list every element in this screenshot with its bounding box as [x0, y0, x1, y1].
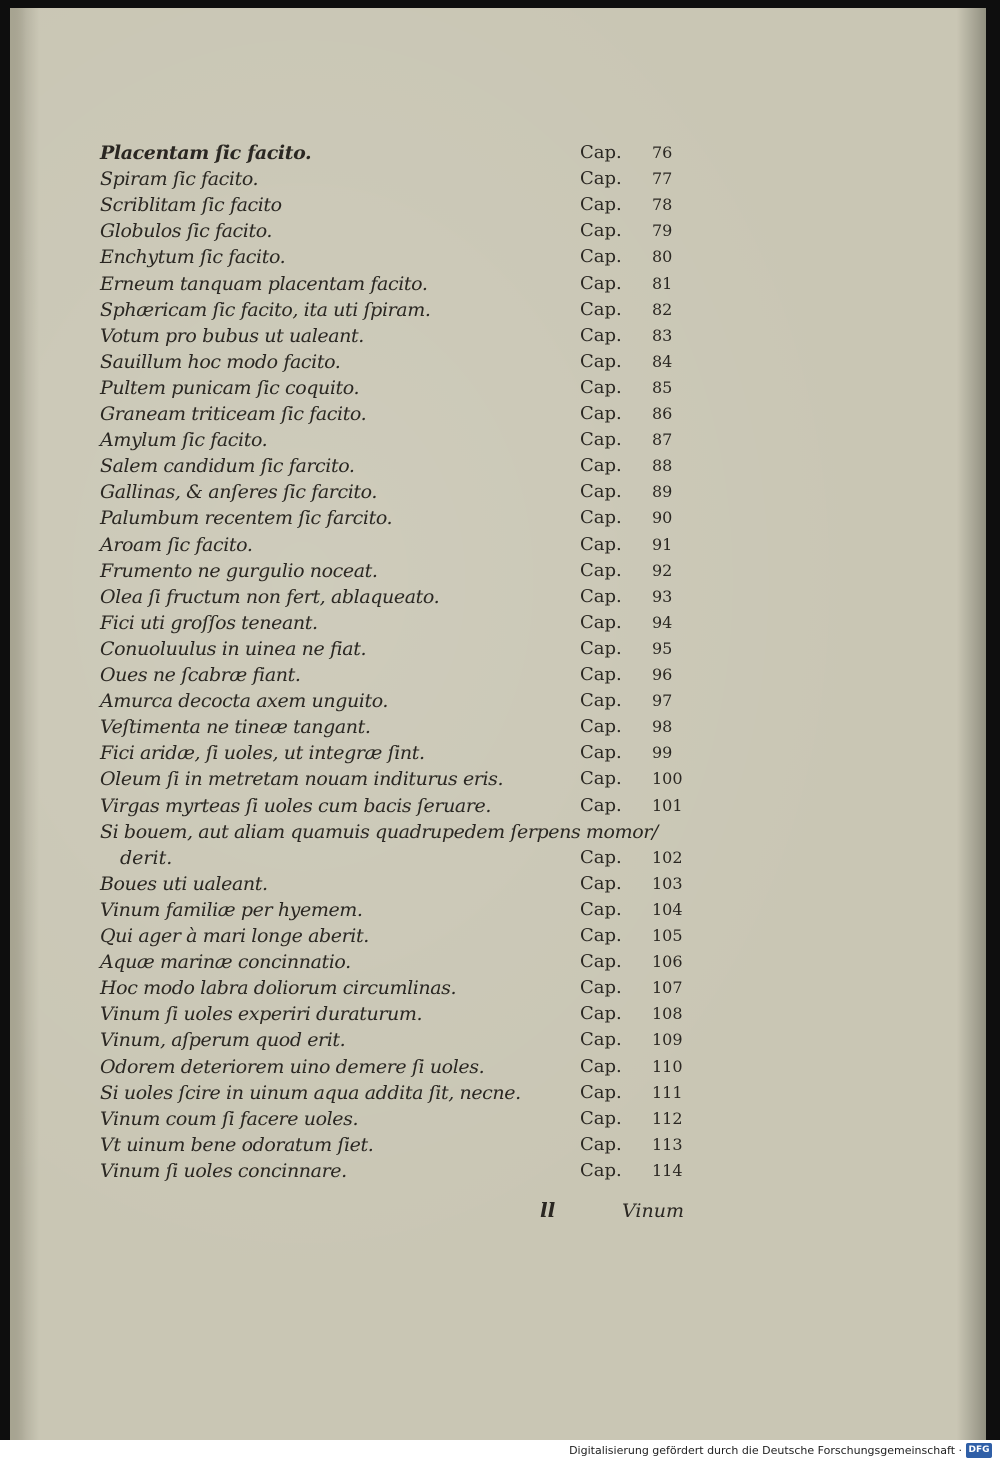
chapter-number: 82 [652, 299, 673, 319]
chapter-number: 113 [652, 1134, 683, 1154]
chapter-entry [10, 1158, 986, 1186]
chapter-entry [10, 1106, 986, 1134]
chapter-entry [10, 662, 986, 690]
chapter-number: 104 [652, 899, 683, 919]
chapter-entry [10, 375, 986, 403]
chapter-title: Pultem punicam ſic coquito. [100, 376, 360, 399]
chapter-entry [10, 793, 986, 821]
chapter-cap-label: Cap. [580, 977, 622, 999]
chapter-cap-label: Cap. [580, 1081, 622, 1103]
chapter-entry [10, 349, 986, 377]
chapter-title: Aroam ſic facito. [100, 533, 253, 556]
chapter-title: Vinum ſi uoles experiri duraturum. [100, 1003, 423, 1026]
chapter-entry [10, 505, 986, 533]
chapter-title: Vinum familiæ per hyemem. [100, 898, 363, 921]
chapter-cap-label: Cap. [580, 272, 622, 294]
chapter-number: 109 [652, 1030, 683, 1050]
chapter-cap-label: Cap. [580, 1055, 622, 1077]
chapter-number: 76 [652, 143, 673, 162]
chapter-title: Hoc modo labra doliorum circumlinas. [100, 977, 457, 1000]
chapter-title: Votum pro bubus ut ualeant. [100, 324, 364, 347]
chapter-entry [10, 975, 986, 1003]
signature-mark: ll [540, 1198, 556, 1222]
chapter-number: 100 [652, 769, 683, 789]
chapter-entry [10, 949, 986, 977]
chapter-number: 84 [652, 351, 673, 371]
chapter-cap-label: Cap. [580, 559, 622, 581]
chapter-title: Veſtimenta ne tineæ tangant. [100, 716, 371, 739]
chapter-entry [10, 610, 986, 638]
chapter-title: Aquæ marinæ concinnatio. [100, 951, 351, 974]
chapter-title: Odorem deteriorem uino demere ſi uoles. [100, 1055, 485, 1078]
chapter-number: 112 [652, 1108, 683, 1128]
chapter-entry [10, 323, 986, 351]
chapter-cap-label: Cap. [580, 585, 622, 607]
chapter-entry [10, 192, 986, 220]
chapter-number: 94 [652, 612, 673, 632]
chapter-entry [10, 871, 986, 899]
footer-funding-text: Digitalisierung gefördert durch die Deutsche Forschungsgemeinschaft · [569, 1444, 962, 1457]
chapter-title: Olea ſi fructum non fert, ablaqueato. [100, 585, 440, 608]
chapter-entry [10, 766, 986, 794]
chapter-title: Virgas myrteas ſi uoles cum bacis ſeruare. [100, 794, 492, 817]
chapter-cap-label: Cap. [580, 533, 622, 555]
chapter-number: 93 [652, 586, 673, 606]
chapter-cap-label: Cap. [580, 1003, 622, 1025]
chapter-title: Erneum tanquam placentam facito. [100, 272, 428, 295]
chapter-number: 80 [652, 247, 673, 267]
chapter-number: 77 [652, 169, 673, 189]
chapter-cap-label: Cap. [580, 168, 622, 190]
chapter-cap-label: Cap. [580, 690, 622, 712]
chapter-cap-label: Cap. [580, 1107, 622, 1129]
chapter-entry [10, 1080, 986, 1108]
chapter-entry [10, 688, 986, 716]
chapter-cap-label: Cap. [580, 455, 622, 477]
chapter-entry [10, 218, 986, 246]
chapter-cap-label: Cap. [580, 246, 622, 268]
chapter-entry [10, 1027, 986, 1055]
chapter-cap-label: Cap. [580, 324, 622, 346]
chapter-cap-label: Cap. [580, 142, 622, 163]
chapter-cap-label: Cap. [580, 298, 622, 320]
chapter-title: Vinum ſi uoles concinnare. [100, 1159, 347, 1182]
chapter-number: 114 [652, 1160, 683, 1180]
chapter-cap-label: Cap. [580, 194, 622, 216]
chapter-entry [10, 453, 986, 481]
chapter-cap-label: Cap. [580, 1159, 622, 1181]
chapter-title: Spiram ſic facito. [100, 168, 259, 191]
chapter-cap-label: Cap. [580, 898, 622, 920]
chapter-number: 110 [652, 1056, 683, 1076]
chapter-cap-label: Cap. [580, 846, 622, 868]
chapter-entry [10, 532, 986, 560]
chapter-number: 81 [652, 273, 673, 293]
chapter-number: 95 [652, 638, 673, 658]
chapter-title: Salem candidum ſic farcito. [100, 455, 355, 478]
chapter-number: 88 [652, 456, 673, 476]
chapter-title: Gallinas, & anſeres ſic farcito. [100, 481, 377, 504]
chapter-number: 83 [652, 325, 673, 345]
chapter-entry [10, 1054, 986, 1082]
chapter-title: Oleum ſi in metretam nouam inditurus eris. [100, 768, 504, 791]
chapter-cap-label: Cap. [580, 925, 622, 946]
chapter-entry [10, 584, 986, 612]
chapter-title: Fici uti groſſos teneant. [100, 611, 318, 634]
chapter-title: Oues ne ſcabræ fiant. [100, 664, 301, 686]
chapter-title: Amurca decocta axem unguito. [100, 690, 389, 713]
chapter-title: Conuoluulus in uinea ne fiat. [100, 637, 367, 660]
chapter-entry [10, 427, 986, 455]
chapter-title: Placentam ſic facito. [100, 142, 312, 164]
chapter-number: 97 [652, 691, 673, 711]
chapter-number: 78 [652, 195, 673, 215]
chapter-number: 92 [652, 560, 673, 580]
chapter-number: 86 [652, 404, 673, 423]
book-page [10, 8, 986, 1440]
catchword: Vinum [622, 1200, 684, 1222]
chapter-entry [10, 244, 986, 272]
chapter-cap-label: Cap. [580, 794, 622, 816]
chapter-number: 102 [652, 847, 683, 867]
chapter-entry [10, 297, 986, 325]
chapter-entry [10, 923, 986, 951]
chapter-title: Enchytum ſic facito. [100, 246, 286, 269]
chapter-title: Scriblitam ſic facito [100, 194, 282, 217]
chapter-number: 111 [652, 1082, 683, 1102]
chapter-number: 85 [652, 377, 673, 397]
chapter-number: 89 [652, 482, 673, 502]
chapter-cap-label: Cap. [580, 951, 622, 973]
chapter-cap-label: Cap. [580, 1029, 622, 1051]
chapter-entry [10, 479, 986, 507]
chapter-entry [10, 636, 986, 664]
chapter-entry [10, 714, 986, 742]
chapter-number: 87 [652, 430, 673, 450]
chapter-entry [10, 1001, 986, 1029]
chapter-title: Vinum, aſperum quod erit. [100, 1029, 346, 1052]
chapter-entry [10, 740, 986, 768]
footer-bar [0, 1440, 1000, 1463]
chapter-title: Vinum coum ſi facere uoles. [100, 1107, 359, 1130]
chapter-number: 107 [652, 978, 683, 998]
chapter-number: 108 [652, 1004, 683, 1024]
chapter-title: Qui ager à mari longe aberit. [100, 925, 369, 947]
chapter-entry [10, 401, 986, 429]
chapter-title: Frumento ne gurgulio noceat. [100, 559, 378, 582]
chapter-cap-label: Cap. [580, 611, 622, 633]
chapter-cap-label: Cap. [580, 768, 622, 790]
chapter-title: Sauillum hoc modo facito. [100, 350, 341, 373]
chapter-title: Si uoles ſcire in uinum aqua addita ſit, necne. [100, 1081, 521, 1104]
chapter-cap-label: Cap. [580, 716, 622, 738]
chapter-cap-label: Cap. [580, 742, 622, 764]
chapter-entry [10, 558, 986, 586]
chapter-number: 103 [652, 873, 683, 893]
chapter-title: Fici aridæ, ſi uoles, ut integræ ſint. [100, 742, 425, 765]
chapter-title: Palumbum recentem ſic farcito. [100, 507, 393, 530]
chapter-cap-label: Cap. [580, 481, 622, 503]
chapter-cap-label: Cap. [580, 403, 622, 424]
chapter-number: 96 [652, 665, 673, 684]
chapter-title: Si bouem, aut aliam quamuis quadrupedem ſerpens momor/ [100, 820, 658, 843]
chapter-number: 98 [652, 717, 673, 737]
chapter-entry [10, 897, 986, 925]
chapter-entry [10, 271, 986, 299]
chapter-title: Sphæricam ſic facito, ita uti ſpiram. [100, 298, 431, 321]
chapter-title-continuation: derit. [120, 846, 173, 869]
chapter-title: Graneam triticeam ſic facito. [100, 403, 367, 425]
chapter-entry [10, 1132, 986, 1160]
chapter-number: 91 [652, 534, 673, 554]
chapter-title: Boues uti ualeant. [100, 872, 268, 895]
chapter-number: 101 [652, 795, 683, 815]
chapter-cap-label: Cap. [580, 872, 622, 894]
chapter-title: Globulos ſic facito. [100, 220, 273, 243]
chapter-cap-label: Cap. [580, 376, 622, 398]
chapter-cap-label: Cap. [580, 664, 622, 685]
chapter-entry [10, 819, 986, 873]
chapter-cap-label: Cap. [580, 220, 622, 242]
chapter-cap-label: Cap. [580, 507, 622, 529]
chapter-number: 99 [652, 743, 673, 763]
chapter-cap-label: Cap. [580, 429, 622, 451]
chapter-number: 79 [652, 221, 673, 241]
chapter-title: Amylum ſic facito. [100, 429, 268, 452]
chapter-cap-label: Cap. [580, 1133, 622, 1155]
chapter-index-list [10, 8, 986, 1440]
chapter-title: Vt uinum bene odoratum ſiet. [100, 1133, 374, 1156]
chapter-number: 90 [652, 508, 673, 528]
chapter-entry [10, 140, 986, 168]
chapter-cap-label: Cap. [580, 637, 622, 659]
dfg-logo-icon [966, 1443, 992, 1458]
chapter-cap-label: Cap. [580, 350, 622, 372]
chapter-number: 105 [652, 926, 683, 945]
chapter-number: 106 [652, 952, 683, 972]
chapter-entry [10, 166, 986, 194]
dfg-logo-text: DFG [968, 1445, 990, 1455]
